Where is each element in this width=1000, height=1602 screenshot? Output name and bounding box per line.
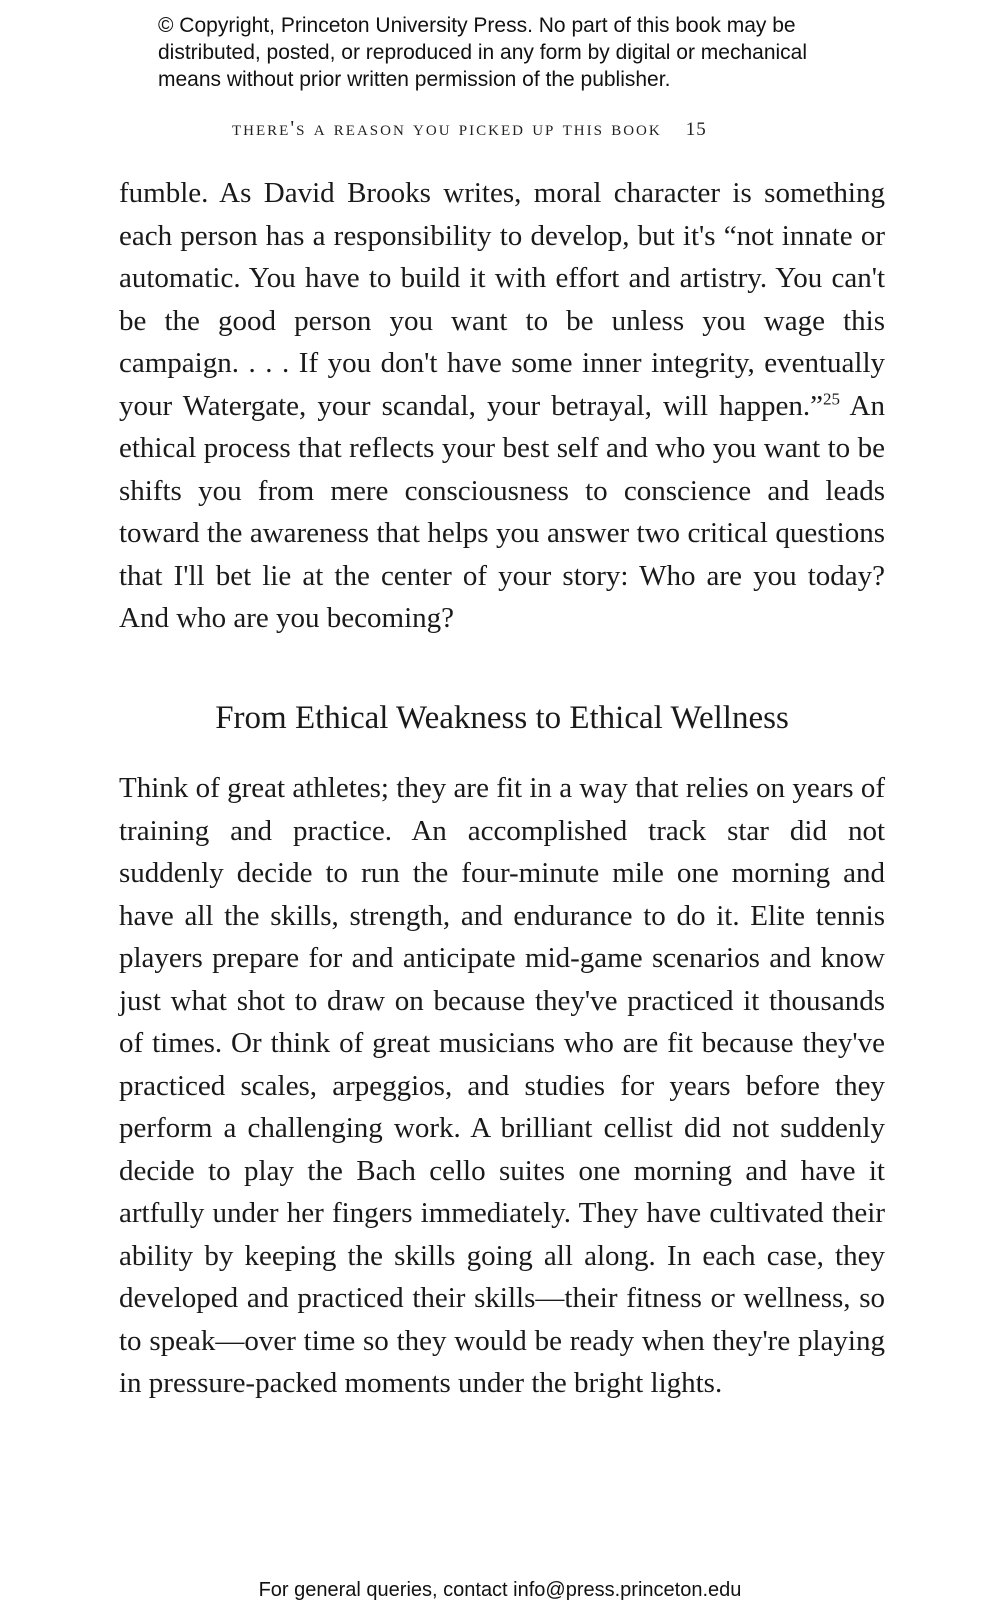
- paragraph-1-text-after-note: An ethical process that reflects your best self and who you want to be shifts you from mere consciousness to conscience and leads toward the awareness that helps you answer two critical questions that I'll bet lie at the center of your story: Who are you today? And who are you becoming?: [119, 389, 885, 634]
- copyright-line-1: © Copyright, Princeton University Press. No part of this book may be: [158, 14, 796, 37]
- section-heading: From Ethical Weakness to Ethical Wellness: [215, 700, 789, 736]
- running-head-title: there's a reason you picked up this book: [232, 116, 662, 140]
- copyright-line-2: distributed, posted, or reproduced in any form by digital or mechanical: [158, 41, 808, 64]
- paragraph-1-text-before-note: fumble. As David Brooks writes, moral character is something each person has a responsibility to develop, but it's “not innate or automatic. You have to build it with effort and artistry. You can't be the good person you want to be unless you wage this campaign. . . . If you don't have some inner integrity, eventually your Watergate, your scandal, your betrayal, will happen.”: [119, 177, 885, 422]
- copyright-line-3: means without prior written permission of the publisher.: [158, 68, 671, 91]
- running-head: [232, 116, 792, 141]
- endnote-reference[interactable]: 25: [823, 388, 841, 408]
- body-paragraph-1: [119, 172, 885, 640]
- page-number: 15: [685, 119, 707, 140]
- body-paragraph-2: Think of great athletes; they are fit in a way that relies on years of training and practice. An accomplished track star did not suddenly decide to run the four-minute mile one morning and have all the skills, strength, and endurance to do it. Elite tennis players prepare for and anticipate mid-game scenarios and know just what shot to draw on because they've practiced it thousands of times. Or think of great musicians who are fit because they've practiced scales, arpeggios, and studies for years before they perform a challenging work. A brilliant cellist did not suddenly decide to play the Bach cello suites one morning and have it artfully under her fingers immediately. They have cultivated their ability by keeping the skills going all along. In each case, they developed and practiced their skills—their fitness or wellness, so to speak—over time so they would be ready when they're playing in pressure-packed moments under the bright lights.: [119, 772, 885, 1399]
- footer-contact: For general queries, contact info@press.princeton.edu: [258, 1579, 742, 1601]
- copyright-notice: [158, 12, 898, 93]
